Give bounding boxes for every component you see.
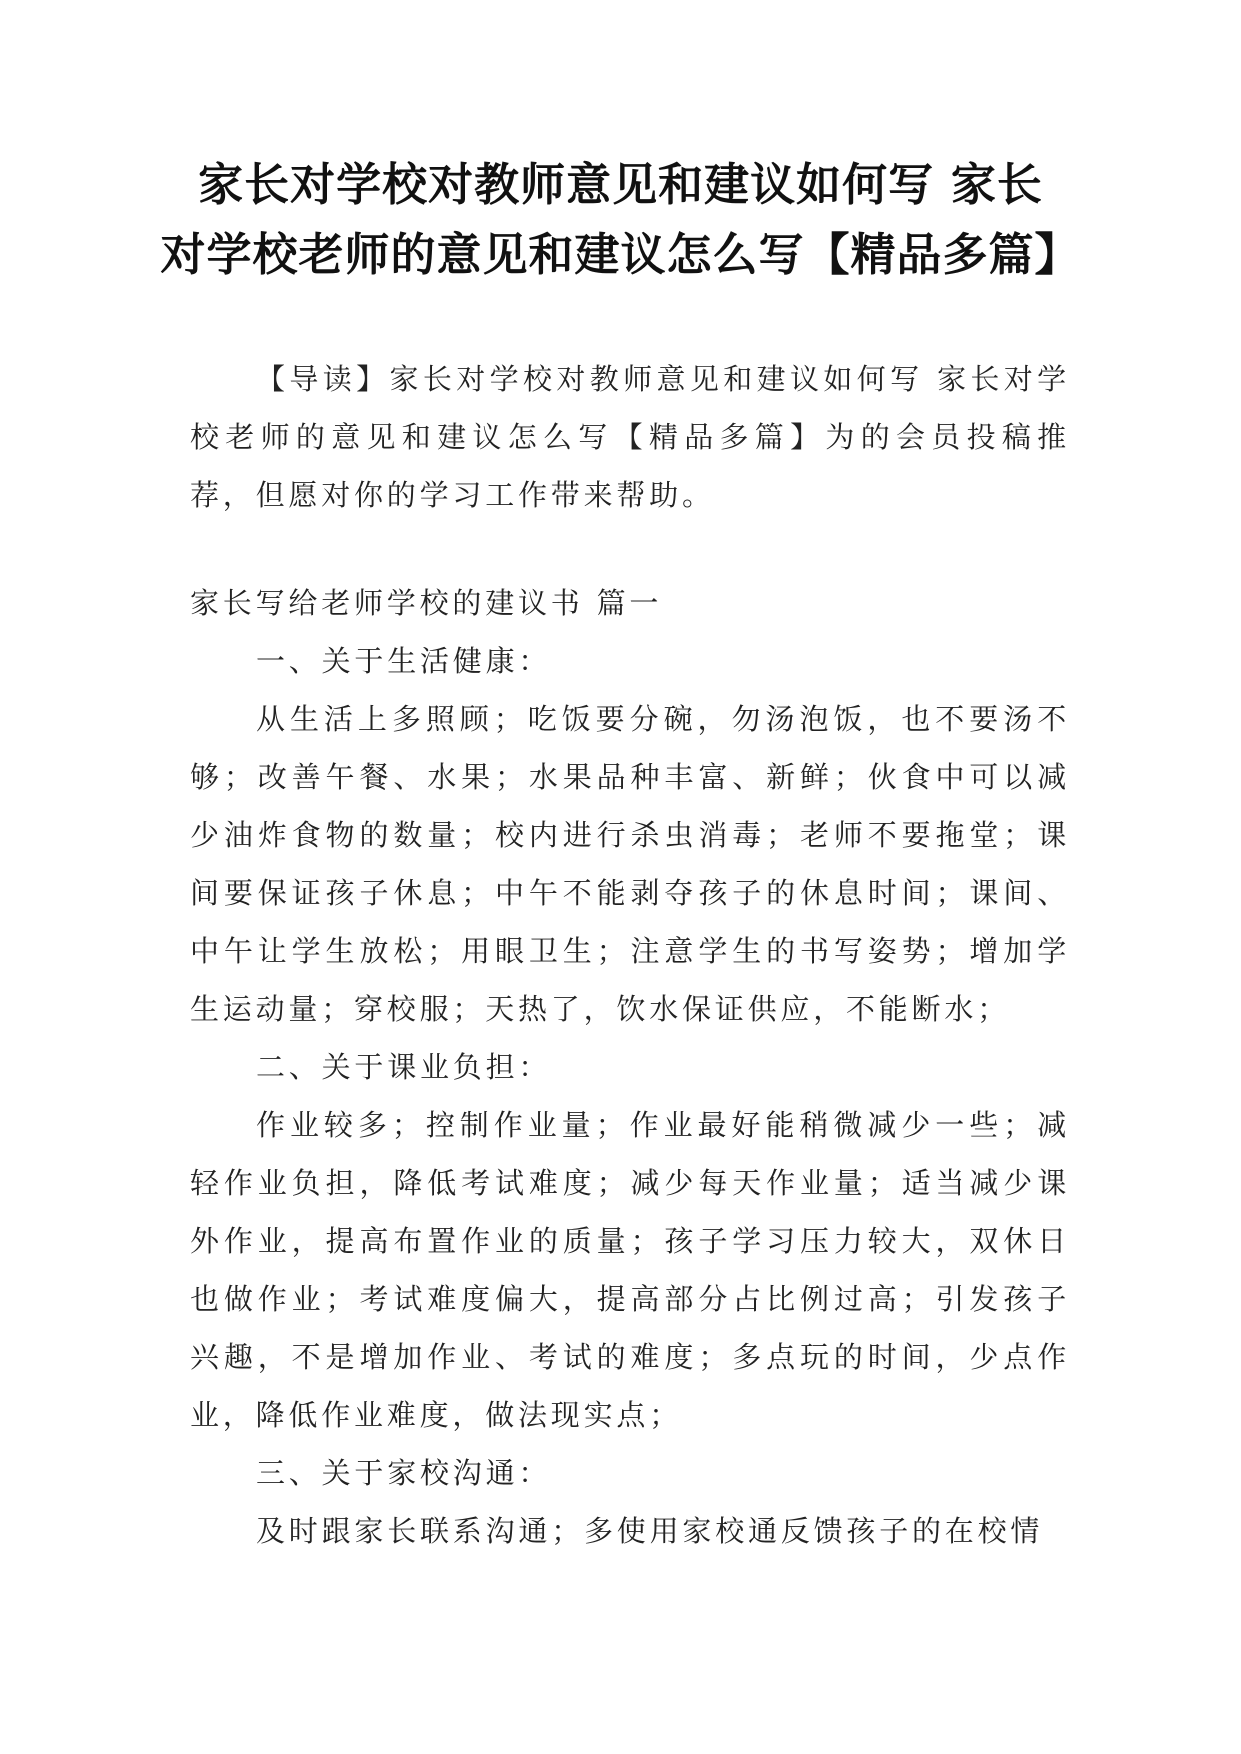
content-block (190, 574, 1070, 1560)
title-line-2: 对学校老师的意见和建议怎么写【精品多篇】 (160, 228, 1081, 281)
section-title: 家长写给老师学校的建议书 篇一 (190, 586, 663, 620)
paragraph-health: 从生活上多照顾；吃饭要分碗，勿汤泡饭，也不要汤不够；改善午餐、水果；水果品种丰富、新鲜；伙食中可以减少油炸食物的数量；校内进行杀虫消毒；老师不要拖堂；课间要保证孩子休息；中午不能剥夺孩子的休息时间；课间、中午让学生放松；用眼卫生；注意学生的书写姿势；增加学生运动量；穿校服；天热了，饮水保证供应，不能断水； (190, 702, 1070, 1026)
paragraph-homework: 作业较多；控制作业量；作业最好能稍微减少一些；减轻作业负担，降低考试难度；减少每天作业量；适当减少课外作业，提高布置作业的质量；孩子学习压力较大，双休日也做作业；考试难度偏大，提高部分占比例过高；引发孩子兴趣，不是增加作业、考试的难度；多点玩的时间，少点作业，降低作业难度，做法现实点； (190, 1108, 1070, 1432)
title-line-1: 家长对学校对教师意见和建议如何写 家长 (198, 158, 1043, 211)
subheading-communication: 三、关于家校沟通： (256, 1456, 552, 1490)
paragraph-communication: 及时跟家长联系沟通；多使用家校通反馈孩子的在校情 (256, 1514, 1044, 1548)
intro-block (190, 350, 1070, 524)
subheading-health: 一、关于生活健康： (256, 644, 552, 678)
intro-paragraph: 【导读】家长对学校对教师意见和建议如何写 家长对学校老师的意见和建议怎么写【精品多篇】为的会员投稿推荐，但愿对你的学习工作带来帮助。 (190, 362, 1070, 512)
subheading-homework: 二、关于课业负担： (256, 1050, 552, 1084)
document-title (150, 150, 1091, 290)
